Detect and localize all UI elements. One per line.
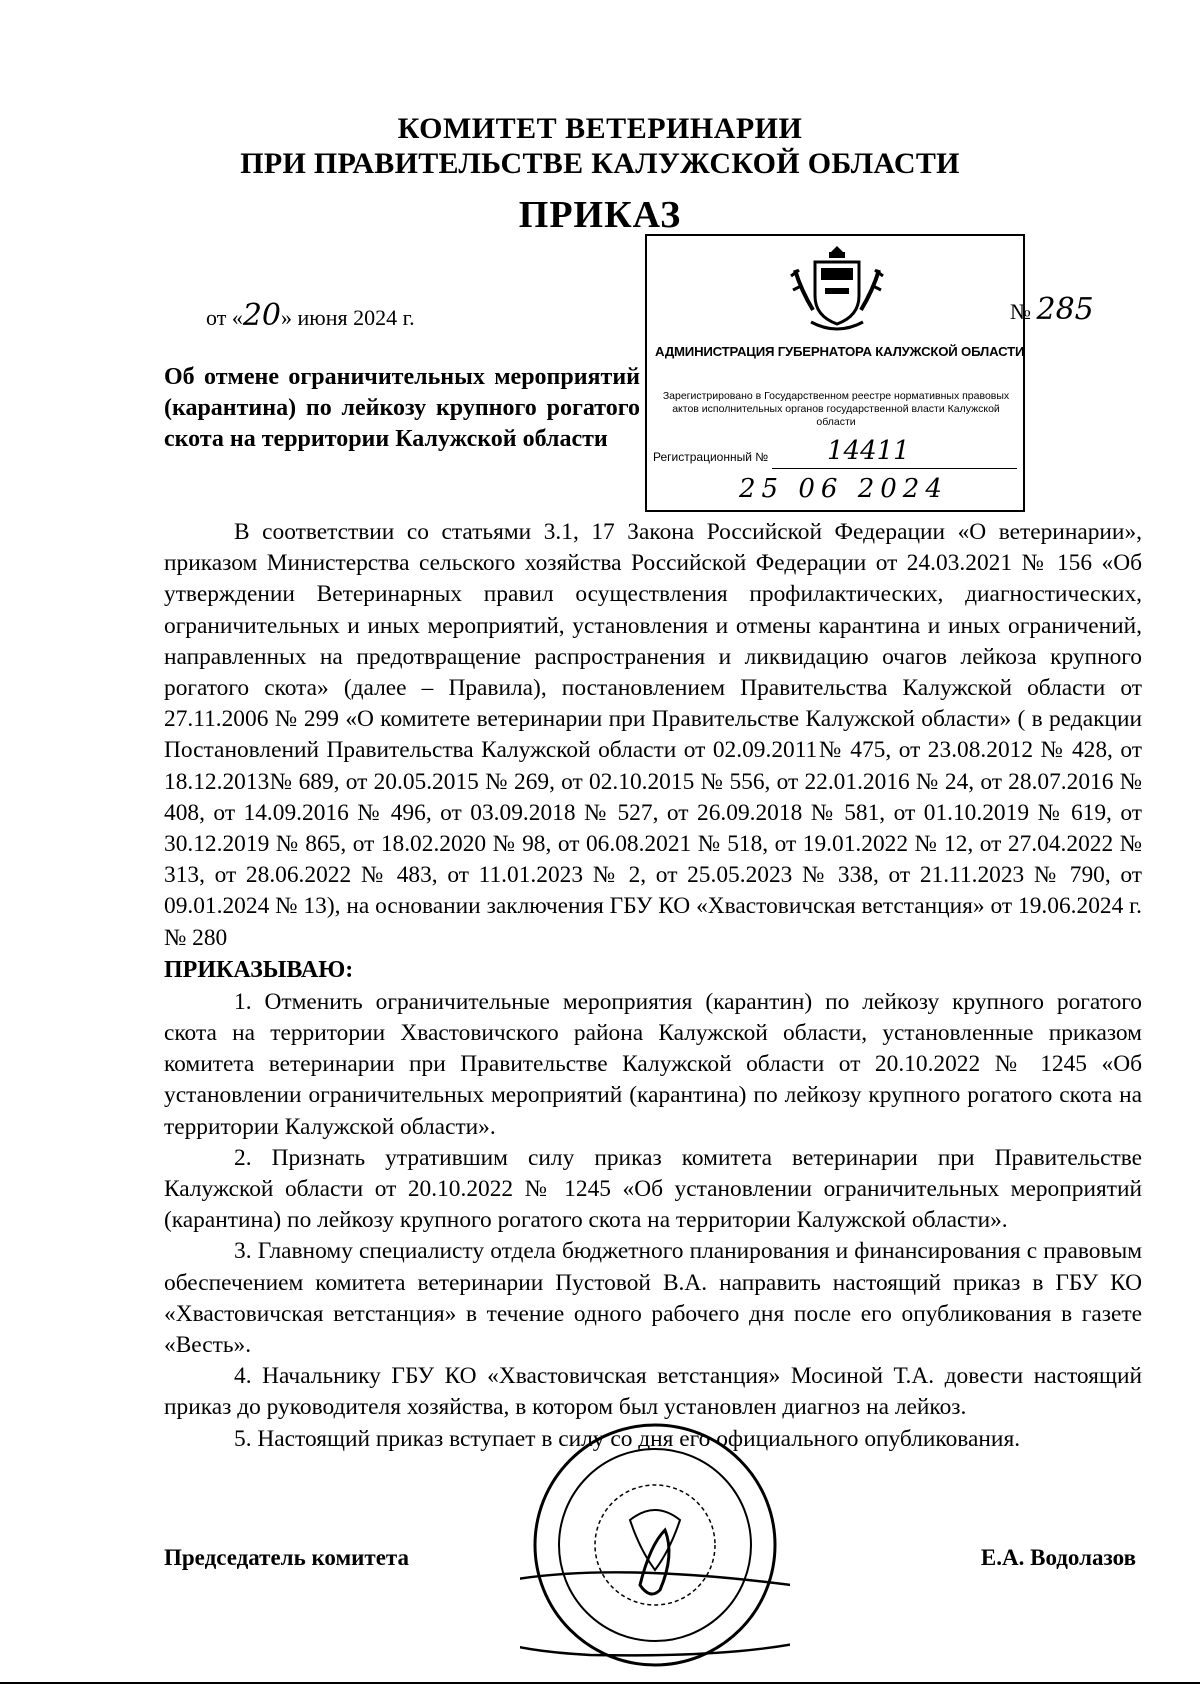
header-line-2: ПРИ ПРАВИТЕЛЬСТВЕ КАЛУЖСКОЙ ОБЛАСТИ <box>240 147 960 180</box>
stamp-note: Зарегистрировано в Государственном реестре нормативных правовых актов исполнительных органов государственной власти Калужской области <box>662 390 1010 428</box>
order-item-4: 4. Начальнику ГБУ КО «Хвастовичская ветстанция» Мосиной Т.А. довести настоящий приказ до руководителя хозяйства, в котором был установлен диагноз на лейкоз. <box>164 1363 1142 1421</box>
stamp-reg-number-handwritten: 14411 <box>827 436 910 466</box>
bottom-divider <box>0 1682 1200 1684</box>
stamp-reg-date-handwritten: 25 06 2024 <box>739 474 948 504</box>
order-date <box>206 298 415 333</box>
coat-of-arms-icon <box>787 240 887 336</box>
order-item-5: 5. Настоящий приказ вступает в силу со дня его официального опубликования. <box>234 1425 1021 1452</box>
number-value-handwritten: 285 <box>1036 292 1094 327</box>
document-type-title: ПРИКАЗ <box>518 194 682 236</box>
number-sign: № <box>1010 299 1031 324</box>
date-suffix: » июня 2024 г. <box>281 305 415 330</box>
official-seal-icon <box>520 1410 790 1680</box>
order-body <box>164 517 1142 1455</box>
order-item-1: 1. Отменить ограничительные мероприятия (карантин) по лейкозу крупного рогатого скота на территории Хвастовичского района Калужской области, установленные приказом комитета ветеринарии при Правительстве Калужской области от 20.10.2022 № 1245 «Об установлении ограничительных мероприятий (карантина) по лейкозу крупного рогатого скота на территории Калужской области». <box>164 988 1142 1140</box>
order-subject: Об отмене ограничительных мероприятий (карантина) по лейкозу крупного рогатого скота на территории Калужской области <box>164 364 640 452</box>
order-item-2: 2. Признать утратившим силу приказ комитета ветеринарии при Правительстве Калужской области от 20.10.2022 № 1245 «Об установлении ограничительных мероприятий (карантина) по лейкозу крупного рогатого скота на территории Калужской области». <box>164 1144 1142 1234</box>
preamble: В соответствии со статьями 3.1, 17 Закона Российской Федерации «О ветеринарии», приказом Министерства сельского хозяйства Российской Федерации от 24.03.2021 № 156 «Об утверждении Ветеринарных правил осуществления профилактических, диагностических, ограничительных и иных мероприятий, установления и отмены карантина и иных ограничений, направленных на предотвращение распространения и ликвидацию очагов лейкоза крупного рогатого скота» (далее – Правила), постановлением Правительства Калужской области от 27.11.2006 № 299 «О комитете ветеринарии при Правительстве Калужской области» ( в редакции Постановлений Правительства Калужской области от 02.09.2011№ 475, от 23.08.2012 № 428, от 18.12.2013№ 689, от 20.05.2015 № 269, от 02.10.2015 № 556, от 22.01.2016 № 24, от 28.07.2016 № 408, от 14.09.2016 № 496, от 03.09.2018 № 527, от 26.09.2018 № 581, от 01.10.2019 № 619, от 30.12.2019 № 865, от 18.02.2020 № 98, от 06.08.2021 № 518, от 19.01.2022 № 12, от 27.04.2022 № 313, от 28.06.2022 № 483, от 11.01.2023 № 2, от 25.05.2023 № 338, от 21.11.2023 № 790, от 09.01.2024 № 13), на основании заключения ГБУ КО «Хвастовичская ветстанция» от 19.06.2024 г. № 280 <box>164 519 1142 951</box>
stamp-reg-underline <box>772 468 1017 469</box>
order-item-3: 3. Главному специалисту отдела бюджетного планирования и финансирования с правовым обеспечением комитета ветеринарии Пустовой В.А. направить настоящий приказ в ГБУ КО «Хвастовичская ветстанция» в течение одного рабочего дня после его опубликования в газете «Весть». <box>164 1238 1142 1359</box>
registration-stamp <box>645 234 1025 512</box>
signature-name: Е.А. Водолазов <box>980 1545 1136 1570</box>
date-day-handwritten: 20 <box>242 298 282 333</box>
stamp-reg-label: Регистрационный № <box>653 450 769 464</box>
stamp-title: АДМИНИСТРАЦИЯ ГУБЕРНАТОРА КАЛУЖСКОЙ ОБЛАСТИ <box>655 344 1025 359</box>
order-word: ПРИКАЗЫВАЮ: <box>164 956 354 983</box>
header-line-1: КОМИТЕТ ВЕТЕРИНАРИИ <box>397 112 803 145</box>
date-prefix: от « <box>206 305 243 330</box>
signature-position: Председатель комитета <box>164 1545 409 1570</box>
